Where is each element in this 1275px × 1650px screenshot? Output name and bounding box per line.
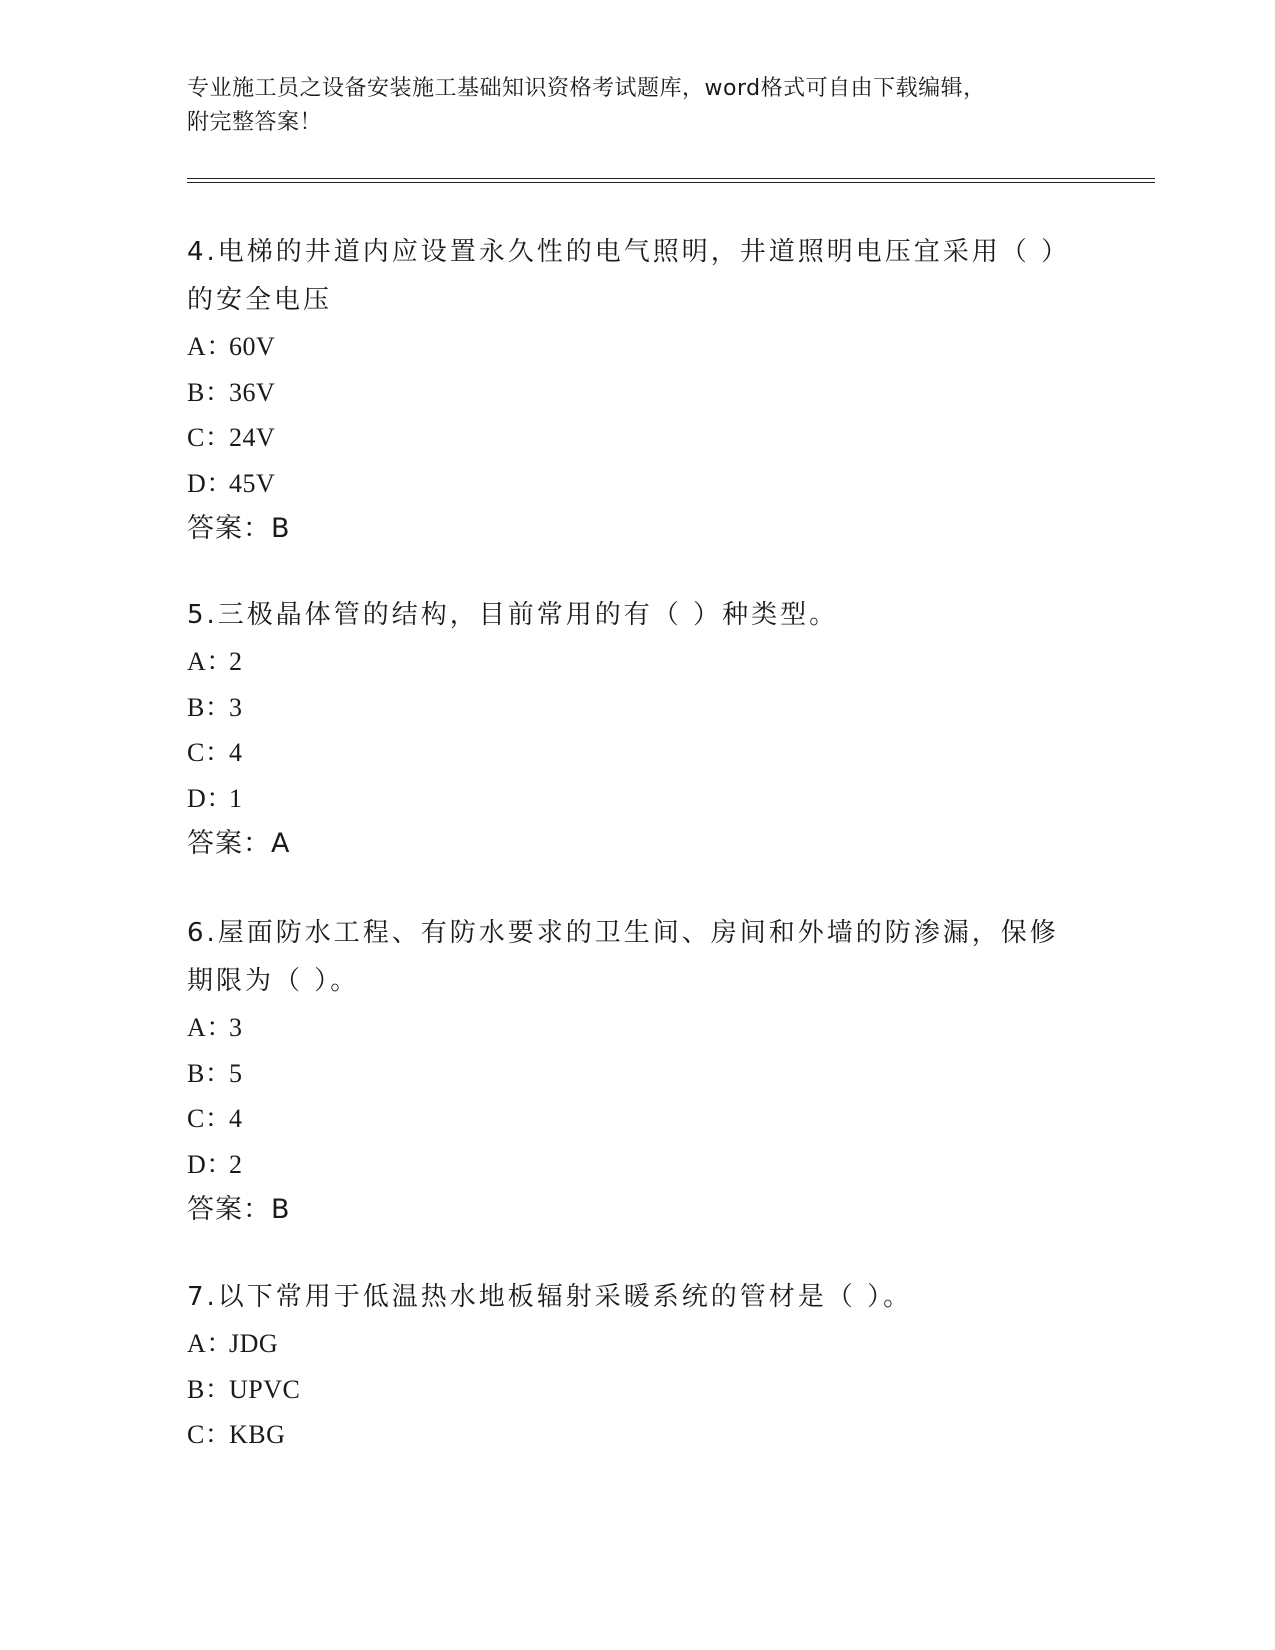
option-letter: B：	[187, 377, 232, 407]
option-c	[187, 1412, 1067, 1458]
question-4	[187, 228, 1071, 552]
question-stem-continued: 期限为（ ）。	[187, 966, 360, 996]
option-text: 2	[229, 1149, 243, 1179]
answer: 答案：B	[187, 513, 291, 544]
option-text: 3	[229, 692, 243, 722]
option-c	[187, 730, 1067, 776]
question-stem: 6.屋面防水工程、有防水要求的卫生间、房间和外墙的防渗漏，保修	[187, 918, 1059, 948]
option-letter: A：	[187, 1329, 233, 1358]
option-d	[187, 776, 1067, 822]
option-c	[187, 415, 1067, 461]
option-a	[187, 639, 1067, 685]
option-a	[187, 1321, 1067, 1367]
option-letter: C：	[187, 423, 232, 452]
header-line-2: 附完整答案！	[187, 110, 323, 135]
option-text: 24V	[229, 423, 276, 452]
option-text: JDG	[229, 1329, 279, 1358]
header-line-1: 专业施工员之设备安装施工基础知识资格考试题库，word格式可自由下载编辑，	[187, 76, 986, 101]
option-letter: C：	[187, 1420, 232, 1449]
option-text: 45V	[229, 468, 276, 498]
option-text: KBG	[229, 1420, 286, 1449]
question-5	[187, 591, 1067, 867]
option-a	[187, 324, 1067, 370]
option-letter: B：	[187, 1374, 232, 1404]
question-stem: 5.三极晶体管的结构，目前常用的有（ ）种类型。	[187, 600, 839, 630]
header-double-rule	[187, 178, 1155, 183]
option-letter: B：	[187, 1058, 232, 1088]
question-stem-continued: 的安全电压	[187, 285, 333, 315]
option-d	[187, 1142, 1067, 1188]
option-d	[187, 461, 1067, 507]
question-stem: 4.电梯的井道内应设置永久性的电气照明，井道照明电压宜采用（ ）	[187, 237, 1071, 267]
option-text: 60V	[229, 332, 276, 361]
option-text: 2	[229, 647, 243, 676]
option-letter: A：	[187, 1013, 233, 1042]
option-letter: D：	[187, 1149, 233, 1179]
document-header	[187, 72, 1067, 140]
option-b	[187, 370, 1067, 416]
option-text: 3	[229, 1013, 243, 1042]
answer: 答案：A	[187, 828, 291, 859]
option-c	[187, 1096, 1067, 1142]
answer: 答案：B	[187, 1194, 291, 1225]
option-text: 36V	[229, 377, 276, 407]
option-text: 1	[229, 783, 243, 813]
option-letter: A：	[187, 647, 233, 676]
option-text: 4	[229, 1104, 243, 1133]
option-text: UPVC	[229, 1374, 301, 1404]
question-7	[187, 1273, 1067, 1458]
option-letter: D：	[187, 783, 233, 813]
option-letter: C：	[187, 738, 232, 767]
option-letter: A：	[187, 332, 233, 361]
option-a	[187, 1005, 1067, 1051]
question-6	[187, 909, 1067, 1233]
question-stem: 7.以下常用于低温热水地板辐射采暖系统的管材是（ ）。	[187, 1282, 913, 1312]
option-letter: B：	[187, 692, 232, 722]
option-b	[187, 1367, 1067, 1413]
option-text: 4	[229, 738, 243, 767]
option-letter: D：	[187, 468, 233, 498]
option-letter: C：	[187, 1104, 232, 1133]
option-b	[187, 685, 1067, 731]
option-b	[187, 1051, 1067, 1097]
option-text: 5	[229, 1058, 243, 1088]
